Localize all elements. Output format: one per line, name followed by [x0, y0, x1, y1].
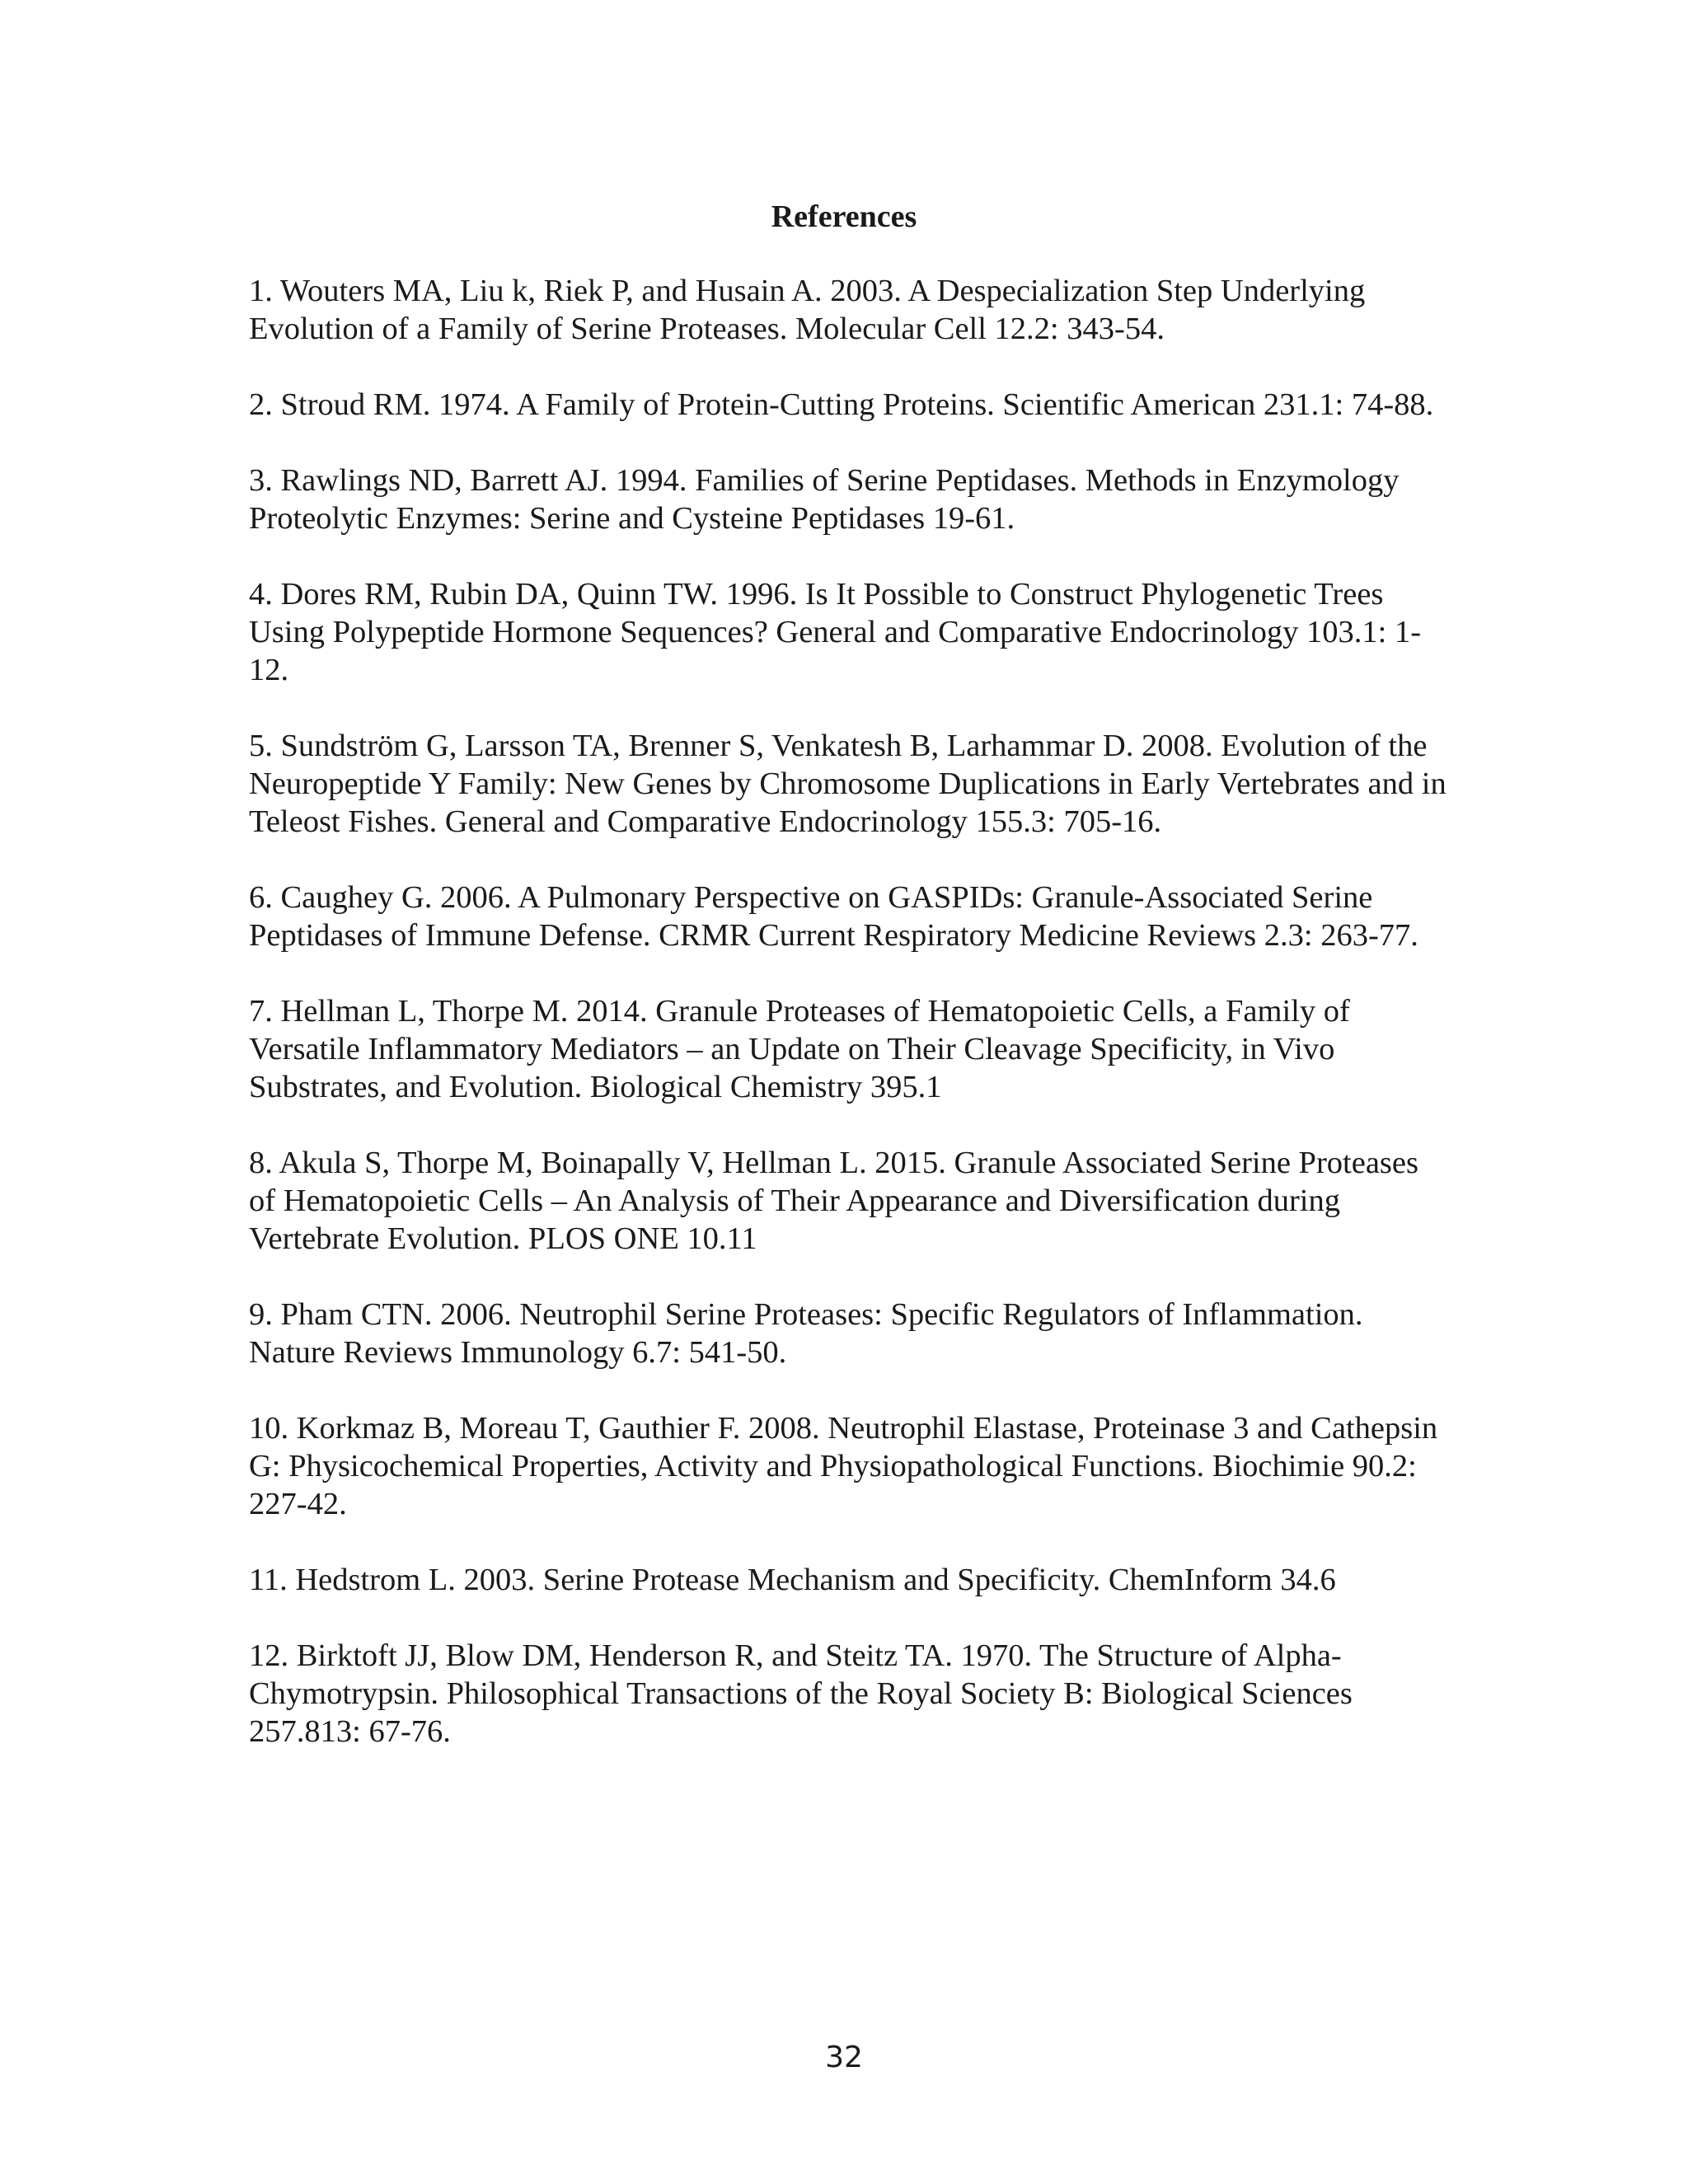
reference-item: 9. Pham CTN. 2006. Neutrophil Serine Proteases: Specific Regulators of Inflammation. Nature Reviews Immunology 6.7: 541-50. [249, 1297, 1363, 1370]
reference-item: 4. Dores RM, Rubin DA, Quinn TW. 1996. Is It Possible to Construct Phylogenetic Trees Using Polypeptide Hormone Sequences? General and Comparative Endocrinology 103.1: 1-12. [249, 577, 1422, 687]
reference-item: 10. Korkmaz B, Moreau T, Gauthier F. 2008. Neutrophil Elastase, Proteinase 3 and Cathepsin G: Physicochemical Properties, Activity and Physiopathological Functions. Biochimie 90.2: 227-42. [249, 1411, 1438, 1521]
reference-item: 12. Birktoft JJ, Blow DM, Henderson R, and Steitz TA. 1970. The Structure of Alpha-Chymotrypsin. Philosophical Transactions of the Royal Society B: Biological Sciences 257.813: 67-76. [249, 1638, 1353, 1749]
reference-item: 11. Hedstrom L. 2003. Serine Protease Mechanism and Specificity. ChemInform 34.6 [249, 1563, 1336, 1597]
reference-item: 8. Akula S, Thorpe M, Boinapally V, Hellman L. 2015. Granule Associated Serine Proteases of Hematopoietic Cells – An Analysis of Their Appearance and Diversification during Vertebrate Evolution. PLOS ONE 10.11 [249, 1146, 1418, 1256]
reference-item: 3. Rawlings ND, Barrett AJ. 1994. Families of Serine Peptidases. Methods in Enzymology Proteolytic Enzymes: Serine and Cysteine Peptidases 19-61. [249, 463, 1400, 536]
reference-item: 1. Wouters MA, Liu k, Riek P, and Husain A. 2003. A Despecialization Step Underlying Evolution of a Family of Serine Proteases. Molecular Cell 12.2: 343-54. [249, 274, 1366, 346]
reference-item: 7. Hellman L, Thorpe M. 2014. Granule Proteases of Hematopoietic Cells, a Family of Versatile Inflammatory Mediators – an Update on Their Cleavage Specificity, in Vivo Substrates, and Evolution. Biological Chemistry 395.1 [249, 994, 1350, 1104]
reference-item: 6. Caughey G. 2006. A Pulmonary Perspective on GASPIDs: Granule-Associated Serine Peptidases of Immune Defense. CRMR Current Respiratory Medicine Reviews 2.3: 263-77. [249, 880, 1418, 953]
reference-item: 5. Sundström G, Larsson TA, Brenner S, Venkatesh B, Larhammar D. 2008. Evolution of the Neuropeptide Y Family: New Genes by Chromosome Duplications in Early Vertebrates and in Teleost Fishes. General and Comparative Endocrinology 155.3: 705-16. [249, 729, 1447, 839]
reference-item: 2. Stroud RM. 1974. A Family of Protein-Cutting Proteins. Scientific American 231.1: 74-88. [249, 387, 1434, 422]
references-heading: References [771, 199, 917, 234]
page-number: 32 [825, 2041, 863, 2074]
reference-list [249, 272, 1452, 1788]
